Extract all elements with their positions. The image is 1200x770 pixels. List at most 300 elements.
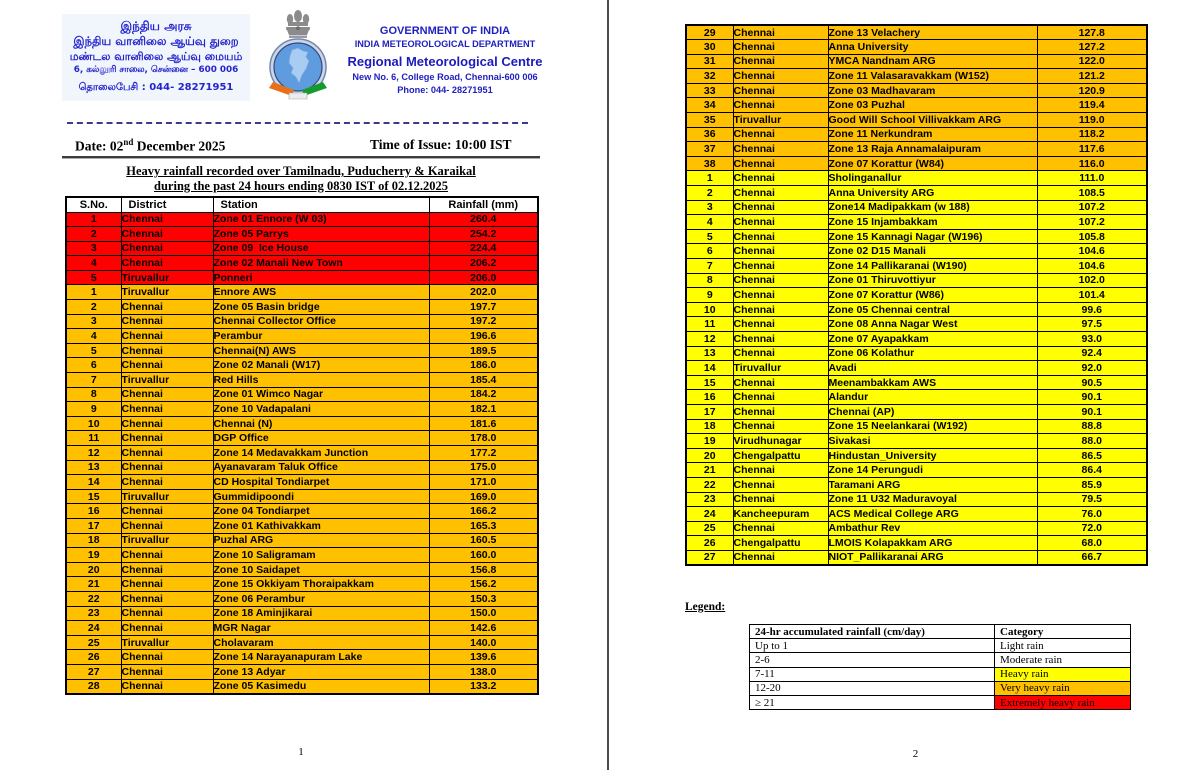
cell-sno: 2 — [686, 186, 733, 201]
page-2 — [609, 0, 1200, 770]
cell-rainfall: 93.0 — [1037, 331, 1147, 346]
cell-district: Chennai — [121, 504, 213, 519]
cell-rainfall: 86.5 — [1037, 448, 1147, 463]
rainfall-row — [686, 448, 1147, 463]
cell-district: Chennai — [121, 621, 213, 636]
tamil-line: இந்திய வானிலை ஆய்வு துறை — [73, 34, 239, 48]
cell-station: Good Will School Villivakkam ARG — [828, 113, 1037, 128]
cell-sno: 7 — [66, 373, 121, 388]
header-station: Station — [213, 197, 429, 212]
cell-sno: 28 — [66, 679, 121, 694]
legend-range: Up to 1 — [750, 639, 995, 653]
rainfall-row — [686, 375, 1147, 390]
legend-row — [750, 667, 1131, 681]
cell-sno: 25 — [66, 635, 121, 650]
cell-rainfall: 196.6 — [429, 329, 538, 344]
cell-sno: 24 — [66, 621, 121, 636]
cell-district: Chennai — [733, 317, 828, 332]
cell-station: LMOIS Kolapakkam ARG — [828, 536, 1037, 551]
cell-rainfall: 202.0 — [429, 285, 538, 300]
rainfall-row — [686, 83, 1147, 98]
rainfall-row — [686, 477, 1147, 492]
cell-district: Chennai — [733, 288, 828, 303]
cell-station: Ponneri — [213, 270, 429, 285]
cell-station: Ambathur Rev — [828, 521, 1037, 536]
rainfall-row — [686, 142, 1147, 157]
rainfall-row — [66, 504, 538, 519]
rainfall-row — [66, 518, 538, 533]
cell-district: Chennai — [121, 314, 213, 329]
rainfall-row — [66, 212, 538, 227]
cell-district: Chennai — [733, 404, 828, 419]
cell-district: Chennai — [733, 273, 828, 288]
cell-sno: 27 — [66, 664, 121, 679]
cell-sno: 14 — [66, 475, 121, 490]
cell-district: Kancheepuram — [733, 507, 828, 522]
cell-station: Zone 06 Perambur — [213, 591, 429, 606]
cell-rainfall: 142.6 — [429, 621, 538, 636]
rainfall-row — [66, 606, 538, 621]
cell-sno: 37 — [686, 142, 733, 157]
cell-sno: 17 — [66, 518, 121, 533]
cell-district: Chennai — [121, 300, 213, 315]
imd-line: INDIA METEOROLOGICAL DEPARTMENT — [354, 39, 536, 49]
rainfall-row — [686, 434, 1147, 449]
cell-rainfall: 88.8 — [1037, 419, 1147, 434]
cell-station: Zone 10 Saidapet — [213, 562, 429, 577]
cell-rainfall: 160.5 — [429, 533, 538, 548]
english-letterhead — [338, 24, 552, 97]
header-district: District — [121, 197, 213, 212]
cell-rainfall: 160.0 — [429, 548, 538, 563]
ashoka-emblem-icon — [286, 10, 310, 38]
cell-rainfall: 90.5 — [1037, 375, 1147, 390]
cell-station: Zone 02 Manali (W17) — [213, 358, 429, 373]
cell-station: Zone 11 Nerkundram — [828, 127, 1037, 142]
cell-district: Chennai — [121, 212, 213, 227]
cell-sno: 4 — [66, 256, 121, 271]
cell-district: Chennai — [733, 463, 828, 478]
rainfall-row — [686, 200, 1147, 215]
cell-rainfall: 206.2 — [429, 256, 538, 271]
rainfall-row — [686, 331, 1147, 346]
cell-rainfall: 107.2 — [1037, 200, 1147, 215]
cell-rainfall: 119.4 — [1037, 98, 1147, 113]
rmc-line: Regional Meteorological Centre — [347, 54, 543, 69]
cell-station: Zone 03 Puzhal — [828, 98, 1037, 113]
cell-station: Zone 04 Tondiarpet — [213, 504, 429, 519]
cell-district: Chennai — [121, 402, 213, 417]
rainfall-row — [686, 361, 1147, 376]
rainfall-row — [686, 507, 1147, 522]
rainfall-row — [686, 259, 1147, 274]
cell-sno: 27 — [686, 550, 733, 565]
rainfall-row — [686, 273, 1147, 288]
cell-station: Zone 03 Madhavaram — [828, 83, 1037, 98]
cell-station: Hindustan_University — [828, 448, 1037, 463]
cell-sno: 16 — [686, 390, 733, 405]
cell-sno: 6 — [66, 358, 121, 373]
cell-rainfall: 197.7 — [429, 300, 538, 315]
cell-station: Zone 05 Basin bridge — [213, 300, 429, 315]
cell-sno: 20 — [66, 562, 121, 577]
cell-sno: 21 — [686, 463, 733, 478]
cell-sno: 2 — [66, 300, 121, 315]
cell-station: Avadi — [828, 361, 1037, 376]
rainfall-row — [66, 577, 538, 592]
cell-district: Chennai — [733, 390, 828, 405]
cell-district: Chennai — [733, 69, 828, 84]
rainfall-row — [686, 463, 1147, 478]
dashed-divider — [67, 122, 528, 124]
cell-sno: 13 — [66, 460, 121, 475]
cell-station: Zone 05 Kasimedu — [213, 679, 429, 694]
cell-district: Tiruvallur — [121, 635, 213, 650]
cell-district: Chennai — [121, 475, 213, 490]
cell-station: Zone 09 Ice House — [213, 241, 429, 256]
cell-station: Ennore AWS — [213, 285, 429, 300]
cell-rainfall: 150.3 — [429, 591, 538, 606]
cell-sno: 13 — [686, 346, 733, 361]
cell-district: Chennai — [733, 25, 828, 40]
cell-sno: 19 — [686, 434, 733, 449]
cell-station: Zone 15 Okkiyam Thoraipakkam — [213, 577, 429, 592]
cell-rainfall: 108.5 — [1037, 186, 1147, 201]
cell-district: Tiruvallur — [121, 489, 213, 504]
cell-rainfall: 189.5 — [429, 343, 538, 358]
address-line: New No. 6, College Road, Chennai-600 006 — [352, 72, 538, 82]
cell-rainfall: 178.0 — [429, 431, 538, 446]
cell-sno: 15 — [66, 489, 121, 504]
cell-rainfall: 139.6 — [429, 650, 538, 665]
cell-sno: 3 — [686, 200, 733, 215]
cell-district: Chennai — [121, 562, 213, 577]
cell-rainfall: 88.0 — [1037, 434, 1147, 449]
cell-sno: 4 — [686, 215, 733, 230]
cell-sno: 19 — [66, 548, 121, 563]
cell-rainfall: 184.2 — [429, 387, 538, 402]
cell-station: Zone 02 Manali New Town — [213, 256, 429, 271]
cell-rainfall: 133.2 — [429, 679, 538, 694]
cell-sno: 25 — [686, 521, 733, 536]
cell-rainfall: 116.0 — [1037, 156, 1147, 171]
rainfall-row — [686, 127, 1147, 142]
cell-district: Chennai — [121, 606, 213, 621]
cell-sno: 8 — [66, 387, 121, 402]
cell-rainfall: 90.1 — [1037, 404, 1147, 419]
legend-category: Very heavy rain — [995, 681, 1131, 695]
legend-header-range: 24-hr accumulated rainfall (cm/day) — [750, 625, 995, 639]
cell-district: Chennai — [733, 54, 828, 69]
cell-station: Zone 18 Aminjikarai — [213, 606, 429, 621]
rainfall-row — [686, 229, 1147, 244]
cell-station: Chennai(N) AWS — [213, 343, 429, 358]
cell-station: Zone 11 U32 Maduravoyal — [828, 492, 1037, 507]
cell-rainfall: 175.0 — [429, 460, 538, 475]
legend-category: Light rain — [995, 639, 1131, 653]
cell-rainfall: 169.0 — [429, 489, 538, 504]
cell-rainfall: 118.2 — [1037, 127, 1147, 142]
cell-district: Chennai — [733, 215, 828, 230]
cell-station: YMCA Nandnam ARG — [828, 54, 1037, 69]
cell-sno: 1 — [66, 285, 121, 300]
cell-station: Zone14 Madipakkam (w 188) — [828, 200, 1037, 215]
rainfall-row — [66, 285, 538, 300]
cell-rainfall: 182.1 — [429, 402, 538, 417]
cell-station: Anna University ARG — [828, 186, 1037, 201]
cell-rainfall: 90.1 — [1037, 390, 1147, 405]
cell-district: Chennai — [733, 142, 828, 157]
cell-district: Chennai — [733, 331, 828, 346]
cell-sno: 15 — [686, 375, 733, 390]
cell-district: Chennai — [121, 256, 213, 271]
rainfall-row — [66, 635, 538, 650]
cell-sno: 5 — [66, 270, 121, 285]
cell-rainfall: 104.6 — [1037, 259, 1147, 274]
cell-sno: 12 — [686, 331, 733, 346]
ribbon-white-icon — [289, 93, 307, 99]
cell-station: Taramani ARG — [828, 477, 1037, 492]
cell-station: Zone 05 Chennai central — [828, 302, 1037, 317]
cell-sno: 1 — [66, 212, 121, 227]
rainfall-row — [686, 113, 1147, 128]
cell-sno: 10 — [66, 416, 121, 431]
cell-district: Chennai — [733, 98, 828, 113]
cell-district: Chennai — [733, 477, 828, 492]
rainfall-row — [686, 171, 1147, 186]
cell-sno: 22 — [66, 591, 121, 606]
rainfall-row — [66, 489, 538, 504]
cell-district: Chennai — [121, 679, 213, 694]
rainfall-row — [686, 492, 1147, 507]
cell-station: Zone 10 Saligramam — [213, 548, 429, 563]
cell-rainfall: 86.4 — [1037, 463, 1147, 478]
rainfall-row — [66, 402, 538, 417]
cell-district: Chennai — [121, 358, 213, 373]
rainfall-row — [66, 562, 538, 577]
rainfall-row — [66, 475, 538, 490]
cell-sno: 9 — [686, 288, 733, 303]
cell-rainfall: 68.0 — [1037, 536, 1147, 551]
cell-rainfall: 185.4 — [429, 373, 538, 388]
cell-rainfall: 72.0 — [1037, 521, 1147, 536]
cell-station: Zone 08 Anna Nagar West — [828, 317, 1037, 332]
cell-rainfall: 66.7 — [1037, 550, 1147, 565]
rainfall-row — [686, 302, 1147, 317]
rainfall-row — [686, 215, 1147, 230]
rainfall-row — [686, 25, 1147, 40]
cell-district: Chennai — [733, 229, 828, 244]
cell-district: Tiruvallur — [733, 361, 828, 376]
rainfall-row — [686, 156, 1147, 171]
cell-district: Chennai — [733, 492, 828, 507]
cell-district: Chennai — [733, 302, 828, 317]
cell-sno: 26 — [66, 650, 121, 665]
cell-sno: 21 — [66, 577, 121, 592]
cell-station: Zone 10 Vadapalani — [213, 402, 429, 417]
cell-district: Chennai — [733, 244, 828, 259]
horizontal-rule — [62, 156, 540, 159]
cell-sno: 18 — [686, 419, 733, 434]
cell-district: Chennai — [121, 343, 213, 358]
cell-rainfall: 102.0 — [1037, 273, 1147, 288]
cell-station: NIOT_Pallikaranai ARG — [828, 550, 1037, 565]
cell-sno: 33 — [686, 83, 733, 98]
cell-district: Chennai — [121, 241, 213, 256]
cell-rainfall: 97.5 — [1037, 317, 1147, 332]
legend-row — [750, 695, 1131, 709]
cell-station: Zone 15 Kannagi Nagar (W196) — [828, 229, 1037, 244]
rainfall-row — [66, 270, 538, 285]
cell-district: Chennai — [121, 650, 213, 665]
cell-rainfall: 156.2 — [429, 577, 538, 592]
tamil-line: மண்டல வானிலை ஆய்வு மையம் — [69, 50, 243, 63]
rainfall-table-page1 — [65, 196, 539, 695]
cell-station: Puzhal ARG — [213, 533, 429, 548]
rainfall-row — [686, 419, 1147, 434]
cell-sno: 23 — [686, 492, 733, 507]
cell-sno: 1 — [686, 171, 733, 186]
cell-district: Chennai — [121, 416, 213, 431]
cell-rainfall: 140.0 — [429, 635, 538, 650]
rainfall-row — [66, 460, 538, 475]
cell-rainfall: 127.8 — [1037, 25, 1147, 40]
cell-station: Zone 01 Wimco Nagar — [213, 387, 429, 402]
cell-district: Chennai — [733, 346, 828, 361]
imd-logo — [256, 8, 340, 108]
rainfall-row — [686, 288, 1147, 303]
cell-station: Zone 05 Parrys — [213, 227, 429, 242]
cell-rainfall: 111.0 — [1037, 171, 1147, 186]
title-line-1: Heavy rainfall recorded over Tamilnadu, Puducherry & Karaikal — [126, 164, 476, 178]
legend-header-category: Category — [995, 625, 1131, 639]
cell-rainfall: 254.2 — [429, 227, 538, 242]
cell-district: Chennai — [733, 186, 828, 201]
legend-range: 2-6 — [750, 653, 995, 667]
rainfall-row — [686, 98, 1147, 113]
rainfall-row — [66, 358, 538, 373]
legend-row — [750, 681, 1131, 695]
tamil-letterhead — [62, 14, 250, 101]
cell-rainfall: 101.4 — [1037, 288, 1147, 303]
cell-district: Chennai — [733, 156, 828, 171]
cell-district: Chennai — [121, 518, 213, 533]
cell-station: Zone 01 Ennore (W 03) — [213, 212, 429, 227]
rainfall-table-page2 — [685, 24, 1148, 566]
cell-station: Zone 13 Raja Annamalaipuram — [828, 142, 1037, 157]
cell-sno: 29 — [686, 25, 733, 40]
rainfall-row — [66, 329, 538, 344]
cell-rainfall: 92.0 — [1037, 361, 1147, 376]
cell-sno: 35 — [686, 113, 733, 128]
cell-rainfall: 165.3 — [429, 518, 538, 533]
cell-sno: 12 — [66, 446, 121, 461]
rainfall-row — [686, 69, 1147, 84]
cell-rainfall: 206.0 — [429, 270, 538, 285]
cell-station: Sholinganallur — [828, 171, 1037, 186]
rainfall-row — [66, 431, 538, 446]
cell-district: Tiruvallur — [121, 285, 213, 300]
cell-station: Zone 07 Korattur (W84) — [828, 156, 1037, 171]
cell-district: Virudhunagar — [733, 434, 828, 449]
rainfall-row — [66, 446, 538, 461]
cell-station: Meenambakkam AWS — [828, 375, 1037, 390]
cell-rainfall: 117.6 — [1037, 142, 1147, 157]
cell-sno: 17 — [686, 404, 733, 419]
rainfall-row — [686, 40, 1147, 55]
rainfall-row — [66, 416, 538, 431]
rainfall-row — [686, 186, 1147, 201]
legend-header-row — [750, 625, 1131, 639]
cell-station: Zone 14 Medavakkam Junction — [213, 446, 429, 461]
cell-district: Chennai — [121, 591, 213, 606]
rainfall-row — [686, 390, 1147, 405]
cell-district: Tiruvallur — [121, 533, 213, 548]
cell-station: Zone 01 Kathivakkam — [213, 518, 429, 533]
rainfall-row — [66, 373, 538, 388]
cell-station: Red Hills — [213, 373, 429, 388]
cell-station: CD Hospital Tondiarpet — [213, 475, 429, 490]
cell-station: MGR Nagar — [213, 621, 429, 636]
cell-rainfall: 260.4 — [429, 212, 538, 227]
cell-rainfall: 127.2 — [1037, 40, 1147, 55]
cell-sno: 4 — [66, 329, 121, 344]
title-line-2: during the past 24 hours ending 0830 IST of 02.12.2025 — [154, 179, 448, 193]
cell-rainfall: 104.6 — [1037, 244, 1147, 259]
cell-rainfall: 181.6 — [429, 416, 538, 431]
issue-date: Date: 02nd December 2025 — [75, 137, 226, 154]
cell-district: Chennai — [121, 577, 213, 592]
rainfall-row — [66, 533, 538, 548]
cell-station: Perambur — [213, 329, 429, 344]
rainfall-row — [686, 54, 1147, 69]
cell-district: Chengalpattu — [733, 536, 828, 551]
legend-category: Heavy rain — [995, 667, 1131, 681]
cell-sno: 10 — [686, 302, 733, 317]
cell-rainfall: 150.0 — [429, 606, 538, 621]
rainfall-row — [686, 521, 1147, 536]
rainfall-row — [686, 346, 1147, 361]
cell-rainfall: 186.0 — [429, 358, 538, 373]
cell-district: Chennai — [733, 550, 828, 565]
legend-row — [750, 639, 1131, 653]
legend-table — [749, 624, 1131, 710]
rainfall-row — [66, 227, 538, 242]
page-number-2: 2 — [912, 748, 919, 760]
cell-station: Chennai (N) — [213, 416, 429, 431]
cell-district: Chennai — [733, 83, 828, 98]
rainfall-row — [66, 621, 538, 636]
legend-range: 12-20 — [750, 681, 995, 695]
cell-sno: 24 — [686, 507, 733, 522]
cell-station: Ayanavaram Taluk Office — [213, 460, 429, 475]
cell-rainfall: 138.0 — [429, 664, 538, 679]
cell-sno: 20 — [686, 448, 733, 463]
rainfall-row — [686, 404, 1147, 419]
cell-sno: 31 — [686, 54, 733, 69]
cell-station: Gummidipoondi — [213, 489, 429, 504]
cell-station: Zone 14 Pallikaranai (W190) — [828, 259, 1037, 274]
header-sno: S.No. — [66, 197, 121, 212]
cell-district: Chennai — [733, 171, 828, 186]
cell-rainfall: 107.2 — [1037, 215, 1147, 230]
legend-category: Moderate rain — [995, 653, 1131, 667]
cell-rainfall: 119.0 — [1037, 113, 1147, 128]
cell-district: Tiruvallur — [733, 113, 828, 128]
cell-rainfall: 120.9 — [1037, 83, 1147, 98]
cell-rainfall: 177.2 — [429, 446, 538, 461]
cell-rainfall: 99.6 — [1037, 302, 1147, 317]
